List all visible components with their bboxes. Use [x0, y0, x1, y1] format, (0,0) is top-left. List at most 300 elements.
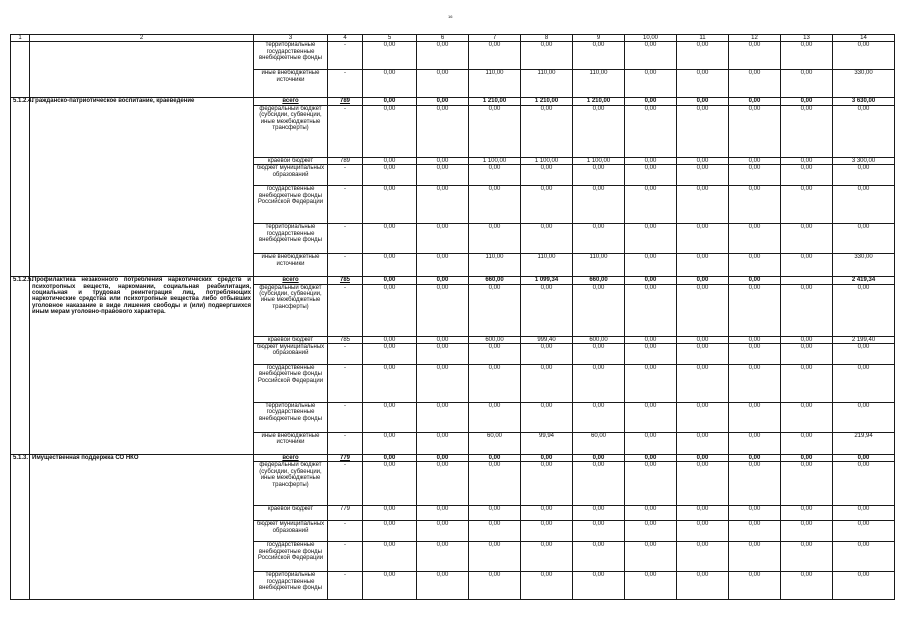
amount-cell-col-12: 0,00 — [729, 157, 781, 164]
amount-cell-col-14: 0,00 — [833, 462, 895, 506]
amount-cell-col-5: 0,00 — [363, 157, 417, 164]
amount-cell-col-12: 0,00 — [729, 344, 781, 365]
grbs-code-value: 779 — [339, 506, 350, 513]
funding-source — [254, 98, 328, 105]
grbs-code-value: - — [344, 284, 346, 291]
grbs-code — [328, 254, 363, 277]
amount-cell-col-13: 0,00 — [781, 506, 833, 521]
amount-cell-col-10: 0,00 — [625, 462, 677, 506]
grbs-code — [328, 572, 363, 600]
grbs-code — [328, 165, 363, 186]
amount-cell-col-10: 0,00 — [625, 165, 677, 186]
amount-cell-col-7: 0,00 — [469, 344, 521, 365]
amount-cell-col-8: 1 099,34 — [521, 277, 573, 284]
funding-source-label: государственные внебюджетные фонды Российской Федерации — [257, 186, 324, 206]
header-cell-3: 3 — [254, 35, 328, 42]
amount-cell-col-13: 0,00 — [781, 165, 833, 186]
amount-cell-col-10: 0,00 — [625, 98, 677, 105]
amount-cell-col-10: 0,00 — [625, 433, 677, 455]
grbs-code — [328, 277, 363, 284]
amount-cell-col-14: 0,00 — [833, 521, 895, 542]
amount-cell-col-12: 0,00 — [729, 70, 781, 98]
amount-cell-col-6: 0,00 — [417, 254, 469, 277]
amount-cell-col-7: 0,00 — [469, 572, 521, 600]
amount-cell-col-13: 0,00 — [781, 254, 833, 277]
amount-cell-col-7: 110,00 — [469, 70, 521, 98]
measure-name: Гражданско-патриотическое воспитание, краеведение — [30, 98, 254, 277]
amount-cell-col-6: 0,00 — [417, 277, 469, 284]
header-cell-4: 4 — [328, 35, 363, 42]
amount-cell-col-7: 0,00 — [469, 165, 521, 186]
amount-cell-col-12: 0,00 — [729, 365, 781, 403]
amount-cell-col-9: 0,00 — [573, 186, 625, 224]
header-row — [11, 35, 895, 42]
grbs-code-value: 789 — [339, 157, 350, 164]
amount-cell-col-13: 0,00 — [781, 70, 833, 98]
grbs-code-value: - — [344, 254, 346, 261]
amount-cell-col-9: 0,00 — [573, 506, 625, 521]
amount-cell-col-9: 0,00 — [573, 365, 625, 403]
grbs-code — [328, 70, 363, 98]
amount-cell-col-11: 0,00 — [677, 284, 729, 336]
amount-cell-col-14: 330,00 — [833, 70, 895, 98]
amount-cell-col-6: 0,00 — [417, 105, 469, 157]
row-index — [11, 42, 30, 98]
amount-cell-col-12: 0,00 — [729, 403, 781, 433]
amount-cell-col-11: 0,00 — [677, 186, 729, 224]
amount-cell-col-6: 0,00 — [417, 433, 469, 455]
amount-cell-col-5: 0,00 — [363, 572, 417, 600]
grbs-code-value: - — [344, 105, 346, 112]
amount-cell-col-13: 0,00 — [781, 433, 833, 455]
funding-source-label: всего — [282, 277, 299, 284]
grbs-code-value: 785 — [339, 336, 350, 343]
grbs-code — [328, 506, 363, 521]
amount-cell-col-13: 0,00 — [781, 403, 833, 433]
funding-source-label: краевой бюджет — [267, 157, 314, 164]
grbs-code — [328, 42, 363, 70]
amount-cell-col-12: 0,00 — [729, 462, 781, 506]
amount-cell-col-8: 0,00 — [521, 403, 573, 433]
amount-cell-col-8: 0,00 — [521, 284, 573, 336]
amount-cell-col-13: 0,00 — [781, 521, 833, 542]
amount-cell-col-7: 0,00 — [469, 224, 521, 254]
amount-cell-col-14: 0,00 — [833, 224, 895, 254]
amount-cell-col-14: 219,94 — [833, 433, 895, 455]
amount-cell-col-10: 0,00 — [625, 284, 677, 336]
header-cell-10: 10,00 — [625, 35, 677, 42]
funding-source — [254, 284, 328, 336]
amount-cell-col-8: 0,00 — [521, 224, 573, 254]
amount-cell-col-8: 0,00 — [521, 344, 573, 365]
amount-cell-col-8: 0,00 — [521, 572, 573, 600]
funding-source-label: иные внебюджетные источники — [261, 70, 320, 83]
funding-source-label: бюджет муниципальных образований — [256, 521, 325, 534]
funding-source-label: государственные внебюджетные фонды Российской Федерации — [257, 542, 324, 562]
table-row — [11, 98, 895, 105]
amount-cell-col-6: 0,00 — [417, 42, 469, 70]
amount-cell-col-10: 0,00 — [625, 105, 677, 157]
amount-cell-col-5: 0,00 — [363, 365, 417, 403]
amount-cell-col-5: 0,00 — [363, 70, 417, 98]
funding-source-label: территориальные государственные внебюджетные фонды — [258, 224, 322, 244]
amount-cell-col-12: 0,00 — [729, 165, 781, 186]
amount-cell-col-10: 0,00 — [625, 344, 677, 365]
amount-cell-col-5: 0,00 — [363, 105, 417, 157]
grbs-code — [328, 462, 363, 506]
amount-cell-col-7: 0,00 — [469, 186, 521, 224]
amount-cell-col-12: 0,00 — [729, 277, 781, 284]
funding-source — [254, 403, 328, 433]
amount-cell-col-9: 0,00 — [573, 105, 625, 157]
row-index: 5.1.2.5. — [11, 277, 30, 455]
amount-cell-col-12: 0,00 — [729, 336, 781, 343]
amount-cell-col-12: 0,00 — [729, 542, 781, 572]
amount-cell-col-10: 0,00 — [625, 336, 677, 343]
amount-cell-col-10: 0,00 — [625, 42, 677, 70]
amount-cell-col-9: 0,00 — [573, 455, 625, 462]
funding-source-label: федеральный бюджет (субсидии, субвенции, иные межбюджетные трансферты) — [259, 284, 322, 310]
row-index: 5.1.3. — [11, 455, 30, 600]
header-cell-8: 8 — [521, 35, 573, 42]
amount-cell-col-9: 110,00 — [573, 254, 625, 277]
funding-source — [254, 344, 328, 365]
grbs-code-value: - — [344, 365, 346, 372]
amount-cell-col-9: 0,00 — [573, 542, 625, 572]
funding-source — [254, 224, 328, 254]
amount-cell-col-10: 0,00 — [625, 572, 677, 600]
amount-cell-col-6: 0,00 — [417, 165, 469, 186]
funding-source-label: территориальные государственные внебюджетные фонды — [258, 572, 322, 592]
amount-cell-col-8: 1 210,00 — [521, 98, 573, 105]
grbs-code-value: - — [344, 42, 346, 49]
funding-source — [254, 506, 328, 521]
funding-source — [254, 254, 328, 277]
amount-cell-col-7: 0,00 — [469, 462, 521, 506]
amount-cell-col-7: 0,00 — [469, 506, 521, 521]
funding-source-label: иные внебюджетные источники — [261, 433, 320, 446]
amount-cell-col-11: 0,00 — [677, 336, 729, 343]
amount-cell-col-6: 0,00 — [417, 462, 469, 506]
amount-cell-col-8: 110,00 — [521, 254, 573, 277]
financing-table — [10, 34, 895, 600]
amount-cell-col-13: 0,00 — [781, 105, 833, 157]
amount-cell-col-13: 0,00 — [781, 344, 833, 365]
amount-cell-col-5: 0,00 — [363, 98, 417, 105]
amount-cell-col-12: 0,00 — [729, 42, 781, 70]
amount-cell-col-11: 0,00 — [677, 365, 729, 403]
amount-cell-col-11: 0,00 — [677, 506, 729, 521]
funding-source — [254, 462, 328, 506]
amount-cell-col-9: 0,00 — [573, 224, 625, 254]
amount-cell-col-9: 110,00 — [573, 70, 625, 98]
grbs-code-value: 779 — [339, 455, 350, 462]
amount-cell-col-5: 0,00 — [363, 521, 417, 542]
amount-cell-col-5: 0,00 — [363, 165, 417, 186]
funding-source — [254, 336, 328, 343]
amount-cell-col-8: 0,00 — [521, 186, 573, 224]
amount-cell-col-11: 0,00 — [677, 455, 729, 462]
amount-cell-col-8: 0,00 — [521, 455, 573, 462]
amount-cell-col-14: 0,00 — [833, 403, 895, 433]
amount-cell-col-7: 110,00 — [469, 254, 521, 277]
amount-cell-col-5: 0,00 — [363, 344, 417, 365]
funding-source-label: всего — [282, 455, 299, 462]
amount-cell-col-7: 0,00 — [469, 105, 521, 157]
amount-cell-col-11: 0,00 — [677, 542, 729, 572]
amount-cell-col-11: 0,00 — [677, 105, 729, 157]
amount-cell-col-8: 99,94 — [521, 433, 573, 455]
funding-source-label: краевой бюджет — [267, 336, 314, 343]
funding-source — [254, 521, 328, 542]
amount-cell-col-14: 0,00 — [833, 455, 895, 462]
amount-cell-col-8: 0,00 — [521, 165, 573, 186]
amount-cell-col-6: 0,00 — [417, 336, 469, 343]
funding-source-label: бюджет муниципальных образований — [256, 344, 325, 357]
amount-cell-col-11: 0,00 — [677, 224, 729, 254]
header-cell-9: 9 — [573, 35, 625, 42]
amount-cell-col-13: 0,00 — [781, 98, 833, 105]
amount-cell-col-13: 0,00 — [781, 462, 833, 506]
amount-cell-col-9: 0,00 — [573, 403, 625, 433]
amount-cell-col-14: 0,00 — [833, 42, 895, 70]
amount-cell-col-14: 0,00 — [833, 506, 895, 521]
amount-cell-col-10: 0,00 — [625, 521, 677, 542]
amount-cell-col-6: 0,00 — [417, 98, 469, 105]
header-cell-1: 1 — [11, 35, 30, 42]
amount-cell-col-13: 0,00 — [781, 365, 833, 403]
funding-source — [254, 277, 328, 284]
amount-cell-col-12: 0,00 — [729, 284, 781, 336]
amount-cell-col-7: 0,00 — [469, 455, 521, 462]
table-row — [11, 42, 895, 70]
grbs-code-value: - — [344, 433, 346, 440]
table-row — [11, 455, 895, 462]
amount-cell-col-11: 0,00 — [677, 521, 729, 542]
amount-cell-col-12: 0,00 — [729, 506, 781, 521]
table-row — [11, 277, 895, 284]
amount-cell-col-13: 0,00 — [781, 284, 833, 336]
financing-table-document — [10, 34, 894, 622]
amount-cell-col-10: 0,00 — [625, 254, 677, 277]
header-cell-5: 5 — [363, 35, 417, 42]
amount-cell-col-14: 0,00 — [833, 542, 895, 572]
amount-cell-col-10: 0,00 — [625, 365, 677, 403]
amount-cell-col-6: 0,00 — [417, 403, 469, 433]
amount-cell-col-6: 0,00 — [417, 365, 469, 403]
amount-cell-col-11: 0,00 — [677, 277, 729, 284]
funding-source — [254, 455, 328, 462]
amount-cell-col-6: 0,00 — [417, 344, 469, 365]
grbs-code — [328, 284, 363, 336]
measure-name: Имущественная поддержка СО НКО — [30, 455, 254, 600]
grbs-code — [328, 542, 363, 572]
grbs-code — [328, 455, 363, 462]
header-cell-13: 13 — [781, 35, 833, 42]
header-cell-7: 7 — [469, 35, 521, 42]
amount-cell-col-6: 0,00 — [417, 455, 469, 462]
amount-cell-col-8: 0,00 — [521, 506, 573, 521]
amount-cell-col-6: 0,00 — [417, 70, 469, 98]
amount-cell-col-14: 0,00 — [833, 365, 895, 403]
amount-cell-col-7: 1 100,00 — [469, 157, 521, 164]
amount-cell-col-9: 0,00 — [573, 572, 625, 600]
amount-cell-col-7: 0,00 — [469, 365, 521, 403]
amount-cell-col-10: 0,00 — [625, 542, 677, 572]
amount-cell-col-10: 0,00 — [625, 506, 677, 521]
amount-cell-col-5: 0,00 — [363, 403, 417, 433]
amount-cell-col-12: 0,00 — [729, 98, 781, 105]
amount-cell-col-14: 2 199,40 — [833, 336, 895, 343]
grbs-code — [328, 403, 363, 433]
funding-source-label: всего — [282, 98, 299, 105]
amount-cell-col-5: 0,00 — [363, 186, 417, 224]
funding-source-label: бюджет муниципальных образований — [256, 165, 325, 178]
grbs-code-value: 785 — [339, 277, 350, 284]
measure-name — [30, 42, 254, 98]
grbs-code-value: 789 — [339, 98, 350, 105]
amount-cell-col-14: 0,00 — [833, 186, 895, 224]
grbs-code — [328, 98, 363, 105]
amount-cell-col-9: 600,00 — [573, 336, 625, 343]
amount-cell-col-10: 0,00 — [625, 70, 677, 98]
grbs-code — [328, 105, 363, 157]
amount-cell-col-8: 0,00 — [521, 365, 573, 403]
amount-cell-col-10: 0,00 — [625, 277, 677, 284]
funding-source — [254, 165, 328, 186]
amount-cell-col-10: 0,00 — [625, 157, 677, 164]
amount-cell-col-14: 0,00 — [833, 165, 895, 186]
funding-source — [254, 542, 328, 572]
amount-cell-col-11: 0,00 — [677, 254, 729, 277]
amount-cell-col-12: 0,00 — [729, 105, 781, 157]
amount-cell-col-9: 1 210,00 — [573, 98, 625, 105]
funding-source — [254, 105, 328, 157]
amount-cell-col-12: 0,00 — [729, 254, 781, 277]
grbs-code — [328, 344, 363, 365]
grbs-code-value: - — [344, 165, 346, 172]
funding-source-label: государственные внебюджетные фонды Российской Федерации — [257, 365, 324, 384]
funding-source-label: территориальные государственные внебюджетные фонды — [258, 42, 322, 62]
amount-cell-col-8: 999,40 — [521, 336, 573, 343]
header-cell-2: 2 — [30, 35, 254, 42]
amount-cell-col-11: 0,00 — [677, 433, 729, 455]
amount-cell-col-7: 0,00 — [469, 403, 521, 433]
amount-cell-col-7: 60,00 — [469, 433, 521, 455]
header-cell-12: 12 — [729, 35, 781, 42]
amount-cell-col-9: 0,00 — [573, 284, 625, 336]
amount-cell-col-9: 60,00 — [573, 433, 625, 455]
amount-cell-col-9: 0,00 — [573, 42, 625, 70]
amount-cell-col-7: 0,00 — [469, 542, 521, 572]
amount-cell-col-12: 0,00 — [729, 433, 781, 455]
amount-cell-col-14: 3 630,00 — [833, 98, 895, 105]
amount-cell-col-6: 0,00 — [417, 572, 469, 600]
grbs-code — [328, 336, 363, 343]
grbs-code-value: - — [344, 344, 346, 351]
amount-cell-col-12: 0,00 — [729, 224, 781, 254]
amount-cell-col-6: 0,00 — [417, 542, 469, 572]
amount-cell-col-6: 0,00 — [417, 224, 469, 254]
grbs-code-value: - — [344, 521, 346, 528]
amount-cell-col-14: 3 300,00 — [833, 157, 895, 164]
grbs-code — [328, 186, 363, 224]
amount-cell-col-5: 0,00 — [363, 433, 417, 455]
grbs-code-value: - — [344, 403, 346, 410]
grbs-code-value: - — [344, 462, 346, 469]
amount-cell-col-7: 0,00 — [469, 284, 521, 336]
amount-cell-col-14: 0,00 — [833, 572, 895, 600]
amount-cell-col-14: 0,00 — [833, 105, 895, 157]
amount-cell-col-13: 0,00 — [781, 572, 833, 600]
header-cell-14: 14 — [833, 35, 895, 42]
grbs-code — [328, 433, 363, 455]
amount-cell-col-14: 0,00 — [833, 344, 895, 365]
header-cell-6: 6 — [417, 35, 469, 42]
amount-cell-col-9: 660,00 — [573, 277, 625, 284]
amount-cell-col-9: 1 100,00 — [573, 157, 625, 164]
amount-cell-col-10: 0,00 — [625, 403, 677, 433]
grbs-code — [328, 224, 363, 254]
amount-cell-col-12: 0,00 — [729, 186, 781, 224]
row-index: 5.1.2.4. — [11, 98, 30, 277]
amount-cell-col-5: 0,00 — [363, 277, 417, 284]
amount-cell-col-13: 0,00 — [781, 336, 833, 343]
amount-cell-col-7: 660,00 — [469, 277, 521, 284]
amount-cell-col-11: 0,00 — [677, 70, 729, 98]
amount-cell-col-5: 0,00 — [363, 284, 417, 336]
amount-cell-col-9: 0,00 — [573, 344, 625, 365]
amount-cell-col-7: 1 210,00 — [469, 98, 521, 105]
funding-source — [254, 365, 328, 403]
amount-cell-col-7: 0,00 — [469, 42, 521, 70]
header-cell-11: 11 — [677, 35, 729, 42]
amount-cell-col-6: 0,00 — [417, 157, 469, 164]
amount-cell-col-6: 0,00 — [417, 186, 469, 224]
amount-cell-col-5: 0,00 — [363, 254, 417, 277]
amount-cell-col-6: 0,00 — [417, 521, 469, 542]
funding-source — [254, 433, 328, 455]
funding-source — [254, 70, 328, 98]
amount-cell-col-5: 0,00 — [363, 455, 417, 462]
grbs-code — [328, 157, 363, 164]
amount-cell-col-11: 0,00 — [677, 344, 729, 365]
page-number: 16 — [448, 14, 453, 19]
grbs-code-value: - — [344, 224, 346, 231]
grbs-code-value: - — [344, 542, 346, 549]
funding-source-label: федеральный бюджет (субсидии, субвенции, иные межбюджетные трансферты) — [259, 105, 322, 132]
amount-cell-col-8: 0,00 — [521, 462, 573, 506]
amount-cell-col-8: 0,00 — [521, 542, 573, 572]
amount-cell-col-8: 0,00 — [521, 42, 573, 70]
amount-cell-col-5: 0,00 — [363, 542, 417, 572]
funding-source-label: федеральный бюджет (субсидии, субвенции, иные межбюджетные трансферты) — [259, 462, 322, 488]
amount-cell-col-6: 0,00 — [417, 506, 469, 521]
grbs-code — [328, 365, 363, 403]
amount-cell-col-12: 0,00 — [729, 521, 781, 542]
amount-cell-col-9: 0,00 — [573, 462, 625, 506]
amount-cell-col-9: 0,00 — [573, 165, 625, 186]
amount-cell-col-11: 0,00 — [677, 42, 729, 70]
amount-cell-col-12: 0,00 — [729, 572, 781, 600]
amount-cell-col-9: 0,00 — [573, 521, 625, 542]
amount-cell-col-11: 0,00 — [677, 462, 729, 506]
amount-cell-col-11: 0,00 — [677, 98, 729, 105]
amount-cell-col-13: 0,00 — [781, 157, 833, 164]
amount-cell-col-11: 0,00 — [677, 403, 729, 433]
funding-source — [254, 572, 328, 600]
amount-cell-col-7: 0,00 — [469, 521, 521, 542]
